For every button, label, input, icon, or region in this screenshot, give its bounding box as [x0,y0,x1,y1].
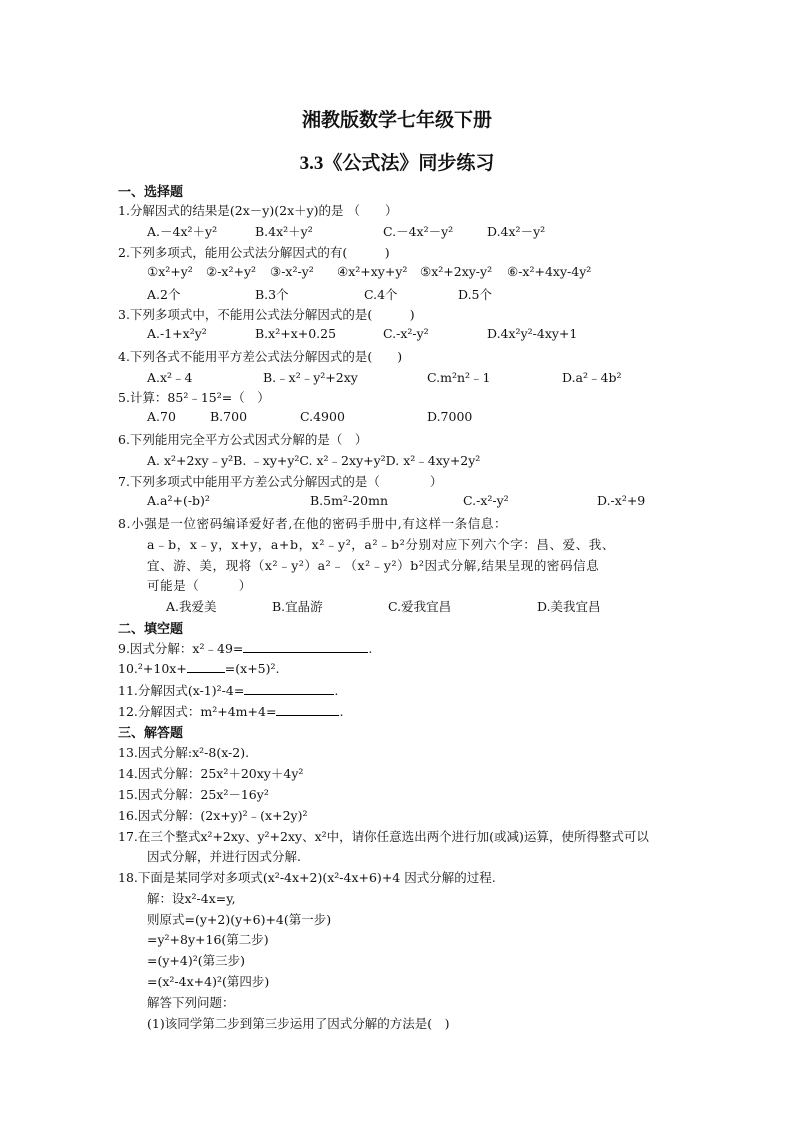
q2-option-d: D.5个 [458,287,493,302]
solve-question-15: 15.因式分解：25x²－16y² [118,787,269,802]
q7-option-c: C.-x²-y² [463,493,509,508]
q2-item-4: ④x²+xy+y² [337,264,408,279]
fill-question-12 [118,702,343,720]
q18-instruction: 解答下列问题： [147,995,235,1010]
q7-option-b: B.5m²-20mn [310,493,389,508]
q2-item-5: ⑤x²+2xy-y² [420,264,493,279]
fill-11-text: 11.分解因式(x-1)²-4= [118,683,245,698]
q5-option-c: C.4900 [300,409,345,424]
section-heading-choice: 一、选择题 [118,185,184,200]
solve-question-17: 17.在三个整式x²+2xy、y²+2xy、x²中，请你任意选出两个进行加(或减)运算，使所得整式可以 [118,829,649,844]
question-1-stem: 1.分解因式的结果是(2x－y)(2x＋y)的是 （ ） [118,203,398,218]
q6-options: A. x²+2xy﹣y²B. ﹣xy+y²C. x²﹣2xy+y²D. x²﹣4xy+2y² [147,453,481,468]
q8-option-b: B.宜晶游 [272,599,323,614]
fill-11-end: . [334,683,339,698]
fill-10-text: 10.²+10x+ [118,661,187,676]
q1-option-d: D.4x²－y² [487,224,546,239]
q7-option-d: D.-x²+9 [597,493,646,508]
q3-option-a: A.-1+x²y² [147,326,207,341]
q4-option-a: A.x²﹣4 [147,370,193,385]
q5-option-a: A.70 [147,409,176,424]
question-5-stem: 5.计算：85²﹣15²=（ ） [118,390,270,405]
q18-solution-line-4: =(y+4)²(第三步) [147,953,245,968]
q5-option-b: B.700 [210,409,248,424]
fill-question-9 [118,639,372,657]
q18-subquestion-1: (1)该同学第二步到第三步运用了因式分解的方法是( ) [147,1016,450,1031]
solve-question-17-cont: 因式分解，并进行因式分解. [147,849,301,864]
section-heading-fill: 二、填空题 [118,622,184,637]
q18-solution-line-2: 则原式=(y+2)(y+6)+4(第一步) [147,912,332,927]
q18-solution-line-1: 解：设x²-4x=y, [147,891,236,906]
question-8-line-3: 宜、游、美，现将（x²﹣y²）a²﹣（x²﹣y²）b²因式分解,结果呈现的密码信息 [147,558,600,573]
q2-item-6: ⑥-x²+4xy-4y² [507,264,592,279]
q4-option-b: B.﹣x²﹣y²+2xy [263,370,358,385]
q3-option-b: B.x²+x+0.25 [255,326,337,341]
solve-question-16: 16.因式分解：(2x+y)²﹣(x+2y)² [118,808,308,823]
q18-solution-line-5: =(x²-4x+4)²(第四步) [147,974,270,989]
fill-12-text: 12.分解因式：m²+4m+4= [118,704,277,719]
answer-blank[interactable] [276,703,339,716]
fill-question-11 [118,681,338,699]
solve-question-13: 13.因式分解:x²-8(x-2). [118,745,250,760]
question-8-line-1: 8.小强是一位密码编译爱好者,在他的密码手册中,有这样一条信息： [118,516,508,531]
q2-option-a: A.2个 [147,287,181,302]
q5-option-d: D.7000 [427,409,473,424]
q2-option-b: B.3个 [255,287,289,302]
solve-question-18: 18.下面是某同学对多项式(x²-4x+2)(x²-4x+6)+4 因式分解的过程. [118,870,496,885]
q2-option-c: C.4个 [364,287,398,302]
question-8-line-4: 可能是（ ） [147,578,252,593]
q1-option-a: A.－4x²＋y² [147,224,218,239]
q1-option-b: B.4x²＋y² [255,224,313,239]
question-7-stem: 7.下列多项式中能用平方差公式分解因式的是（ ） [118,474,443,489]
fill-12-end: . [339,704,344,719]
fill-question-10 [118,660,279,676]
q4-option-d: D.a²﹣4b² [562,370,622,385]
q4-option-c: C.m²n²﹣1 [427,370,491,385]
question-3-stem: 3.下列多项式中，不能用公式法分解因式的是( ) [118,307,415,322]
fill-9-text: 9.因式分解：x²﹣49= [118,641,244,656]
answer-blank[interactable] [187,660,225,673]
q2-item-3: ③-x²-y² [270,264,314,279]
question-8-line-2: a﹣b，x﹣y，x+y，a+b，x²﹣y²，a²﹣b²分别对应下列六个字：昌、爱、我、 [147,537,615,552]
section-heading-solve: 三、解答题 [118,726,184,741]
question-4-stem: 4.下列各式不能用平方差公式法分解因式的是( ) [118,349,403,364]
q8-option-a: A.我爱美 [166,599,217,614]
q2-item-1: ①x²+y² [147,264,193,279]
q2-item-2: ②-x²+y² [206,264,257,279]
page-title: 湘教版数学七年级下册 [301,110,492,131]
q1-option-c: C.－4x²－y² [383,224,454,239]
fill-10-end: =(x+5)². [224,661,280,676]
q7-option-a: A.a²+(-b)² [147,493,210,508]
question-2-stem: 2.下列多项式，能用公式法分解因式的有( ) [118,245,390,260]
q3-option-d: D.4x²y²-4xy+1 [487,326,578,341]
q18-solution-line-3: =y²+8y+16(第二步) [147,932,269,947]
question-6-stem: 6.下列能用完全平方公式因式分解的是（ ） [118,432,368,447]
q8-option-c: C.爱我宜昌 [388,599,452,614]
q3-option-c: C.-x²-y² [383,326,429,341]
fill-9-end: . [368,641,373,656]
q8-option-d: D.美我宜昌 [537,599,601,614]
answer-blank[interactable] [244,682,334,695]
answer-blank[interactable] [243,640,368,653]
solve-question-14: 14.因式分解：25x²＋20xy＋4y² [118,766,304,781]
page-subtitle: 3.3《公式法》同步练习 [299,153,495,174]
